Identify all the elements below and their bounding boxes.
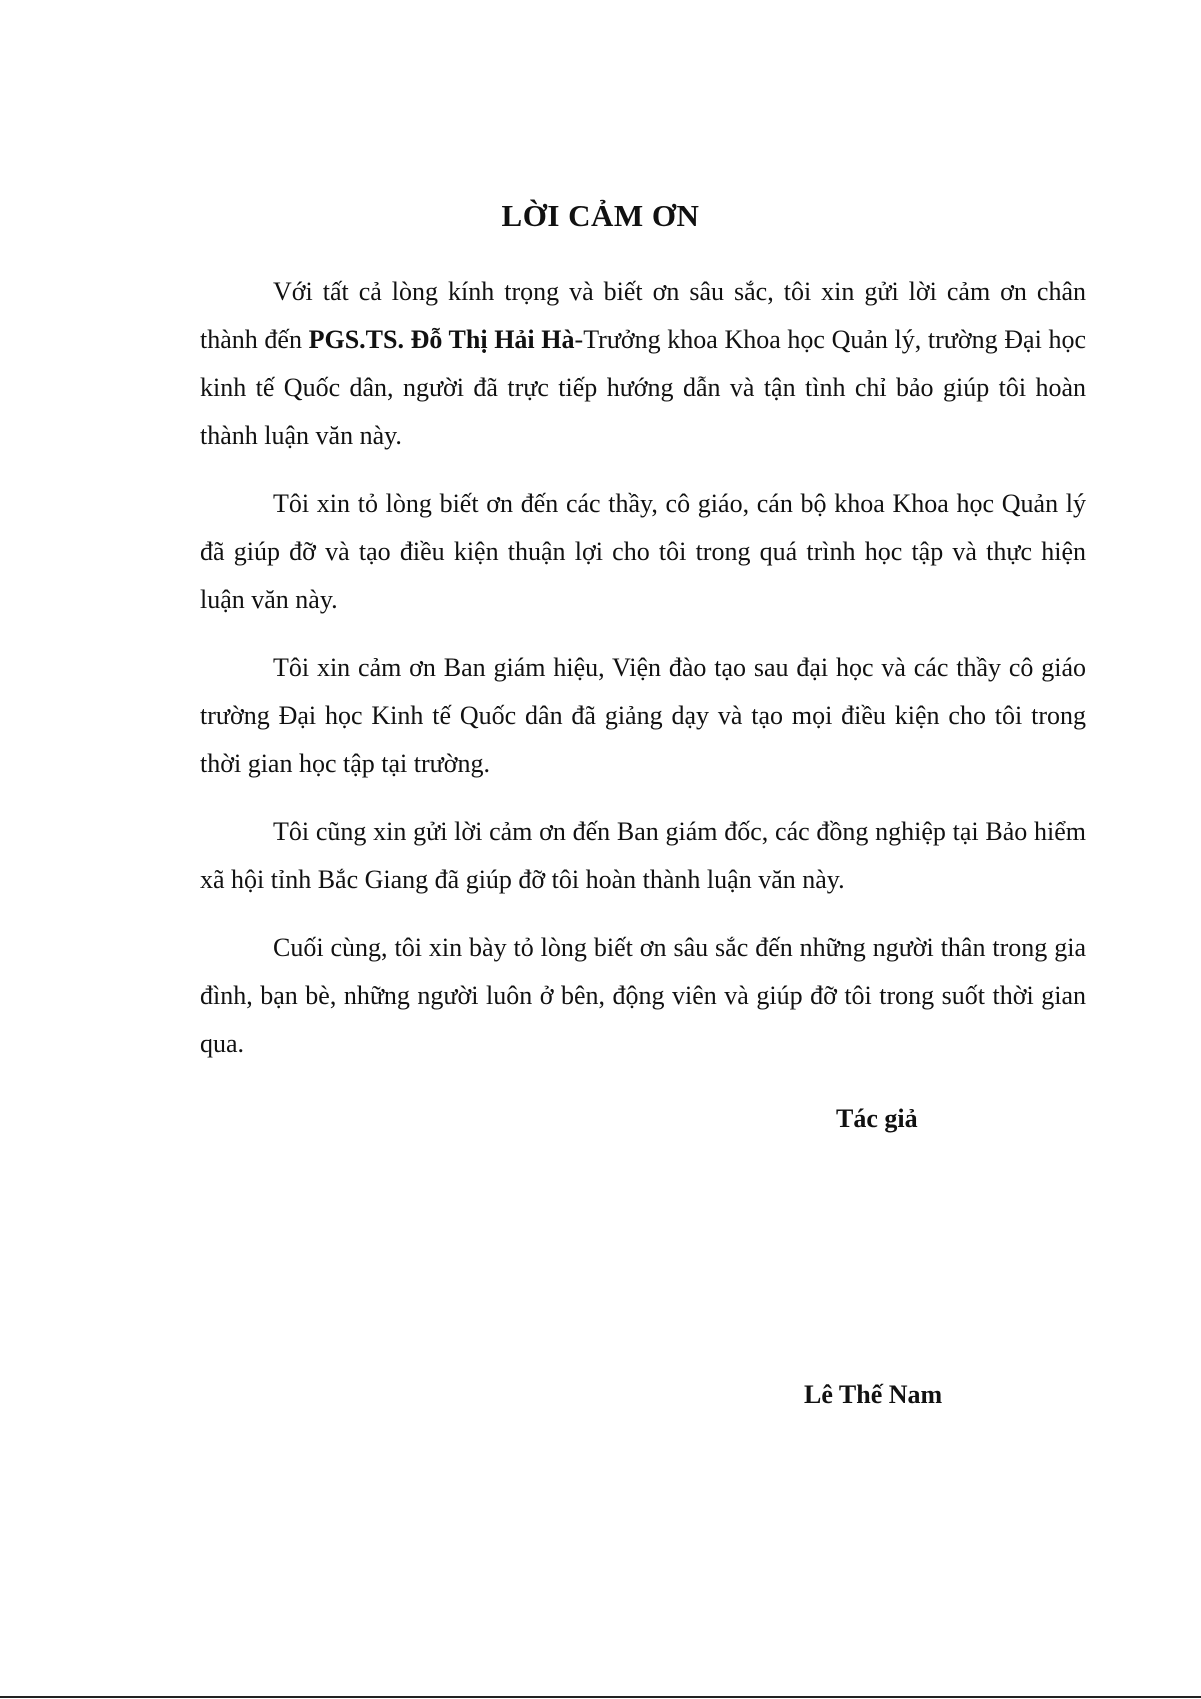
acknowledgement-body	[200, 268, 1086, 1088]
advisor-name: PGS.TS. Đỗ Thị Hải Hà	[308, 325, 575, 354]
paragraph-1-intro: Với tất cả lòng kính trọng và biết ơn sâu sắc, tôi xin gửi lời cảm ơn chân thành đến	[200, 277, 1086, 354]
paragraph-2: Tôi xin tỏ lòng biết ơn đến các thầy, cô giáo, cán bộ khoa Khoa học Quản lý đã giúp đỡ và tạo điều kiện thuận lợi cho tôi trong quá trình học tập và thực hiện luận văn này.	[200, 489, 1086, 614]
paragraph-1	[200, 268, 1086, 460]
page-title: LỜI CẢM ƠN	[501, 198, 700, 233]
author-name: Lê Thế Nam	[804, 1380, 943, 1409]
page-bottom-rule	[0, 1696, 1201, 1698]
paragraph-5: Cuối cùng, tôi xin bày tỏ lòng biết ơn sâu sắc đến những người thân trong gia đình, bạn bè, những người luôn ở bên, động viên và giúp đỡ tôi trong suốt thời gian qua.	[200, 933, 1086, 1058]
paragraph-4: Tôi cũng xin gửi lời cảm ơn đến Ban giám đốc, các đồng nghiệp tại Bảo hiểm xã hội tỉnh Bắc Giang đã giúp đỡ tôi hoàn thành luận văn này.	[200, 817, 1086, 894]
paragraph-3: Tôi xin cảm ơn Ban giám hiệu, Viện đào tạo sau đại học và các thầy cô giáo trường Đại học Kinh tế Quốc dân đã giảng dạy và tạo mọi điều kiện cho tôi trong thời gian học tập tại trường.	[200, 653, 1086, 778]
author-label: Tác giả	[836, 1104, 918, 1133]
paragraph-1-rest: -Trưởng khoa Khoa học Quản lý, trường Đại học kinh tế Quốc dân, người đã trực tiếp hướng dẫn và tận tình chỉ bảo giúp tôi hoàn thành luận văn này.	[200, 325, 1087, 450]
